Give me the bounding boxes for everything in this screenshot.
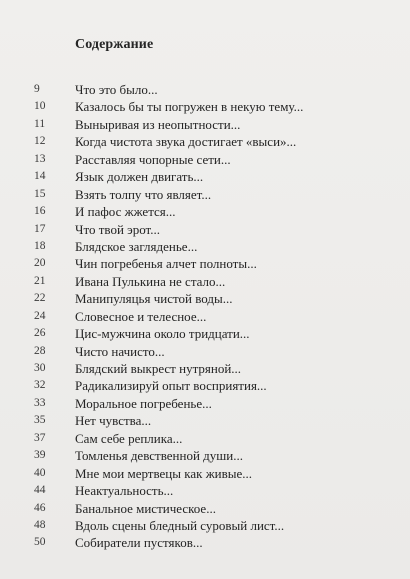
toc-entry	[0, 255, 410, 272]
toc-page-number: 30	[34, 362, 46, 374]
table-of-contents	[0, 81, 410, 552]
toc-entry-title: Собиратели пустяков...	[75, 535, 203, 551]
toc-entry-title: Томленья девственной души...	[75, 448, 243, 464]
toc-page-number: 14	[34, 170, 46, 183]
toc-page-number: 17	[34, 222, 46, 235]
toc-entry-title: Цис-мужчина около тридцати...	[75, 326, 250, 342]
toc-entry	[0, 186, 410, 203]
toc-page-number: 46	[34, 501, 46, 514]
toc-entry-title: Чин погребенья алчет полноты...	[75, 256, 257, 272]
toc-entry	[0, 395, 410, 412]
toc-entry	[0, 465, 410, 482]
toc-entry	[0, 133, 410, 150]
toc-page-number: 26	[34, 327, 46, 340]
toc-page-number: 39	[34, 449, 46, 462]
toc-page-number: 10	[34, 100, 46, 113]
toc-entry-title: Когда чистота звука достигает «выси»...	[75, 134, 297, 150]
toc-entry-title: Язык должен двигать...	[75, 169, 204, 185]
toc-page-number: 9	[34, 83, 40, 95]
toc-entry-title: Ивана Пулькина не стало...	[75, 273, 226, 289]
toc-entry	[0, 116, 410, 133]
toc-entry-title: Мне мои мертвецы как живые...	[75, 465, 253, 481]
toc-page-number: 24	[34, 309, 46, 322]
toc-entry-title: Радикализируй опыт восприятия...	[75, 378, 267, 394]
toc-page-number: 37	[34, 431, 46, 444]
toc-entry	[0, 343, 410, 360]
toc-entry	[0, 412, 410, 429]
toc-page-number: 48	[34, 518, 46, 531]
toc-page-number: 11	[34, 117, 46, 130]
toc-entry	[0, 447, 410, 464]
toc-page-number: 12	[34, 135, 46, 148]
toc-page-number: 44	[34, 484, 46, 497]
toc-entry-title: Моральное погребенье...	[75, 395, 212, 411]
toc-entry	[0, 168, 410, 185]
toc-entry-title: Нет чувства...	[75, 413, 152, 429]
toc-page-number: 16	[34, 205, 46, 218]
toc-entry	[0, 482, 410, 499]
toc-entry	[0, 360, 410, 377]
toc-entry-title: Чисто начисто...	[75, 343, 165, 359]
toc-entry-title: И пафос жжется...	[75, 204, 176, 220]
page-title: Содержание	[75, 37, 154, 52]
toc-entry	[0, 517, 410, 534]
toc-entry	[0, 238, 410, 255]
toc-page-number: 35	[34, 414, 46, 427]
toc-entry-title: Неактуальность...	[75, 483, 174, 499]
toc-page-number: 20	[34, 257, 46, 270]
toc-entry	[0, 377, 410, 394]
toc-entry-title: Сам себе реплика...	[75, 430, 183, 446]
toc-entry	[0, 81, 410, 98]
toc-entry-title: Банальное мистическое...	[75, 500, 216, 516]
toc-page-number: 22	[34, 292, 46, 305]
toc-page-number: 32	[34, 379, 46, 392]
toc-entry	[0, 203, 410, 220]
toc-entry-title: Расставляя чопорные сети...	[75, 151, 231, 167]
toc-page-number: 50	[34, 536, 46, 549]
toc-entry	[0, 98, 410, 115]
toc-entry-title: Выныривая из неопытности...	[75, 116, 241, 132]
toc-entry	[0, 221, 410, 238]
toc-page-number: 13	[34, 152, 46, 165]
toc-page-number: 28	[34, 344, 46, 357]
toc-entry-title: Что твой эрот...	[75, 221, 161, 237]
toc-entry	[0, 308, 410, 325]
toc-entry	[0, 151, 410, 168]
toc-entry	[0, 500, 410, 517]
toc-entry	[0, 290, 410, 307]
toc-entry-title: Казалось бы ты погружен в некую тему...	[75, 99, 304, 115]
toc-entry	[0, 273, 410, 290]
toc-entry-title: Блядский выкрест нутряной...	[75, 361, 242, 376]
toc-entry-title: Что это было...	[75, 82, 158, 97]
toc-entry-title: Вдоль сцены бледный суровый лист...	[75, 517, 285, 533]
toc-entry-title: Блядское загляденье...	[75, 238, 198, 254]
toc-page-number: 15	[34, 187, 46, 200]
toc-entry	[0, 325, 410, 342]
toc-page-number: 40	[34, 466, 46, 479]
toc-page-number: 33	[34, 396, 46, 409]
toc-entry	[0, 430, 410, 447]
toc-entry-title: Манипуляцья чистой воды...	[75, 291, 233, 307]
toc-page-number: 21	[34, 274, 46, 287]
toc-entry	[0, 534, 410, 551]
toc-entry-title: Взять толпу что являет...	[75, 186, 212, 202]
toc-page-number: 18	[34, 239, 46, 252]
toc-entry-title: Словесное и телесное...	[75, 308, 207, 324]
